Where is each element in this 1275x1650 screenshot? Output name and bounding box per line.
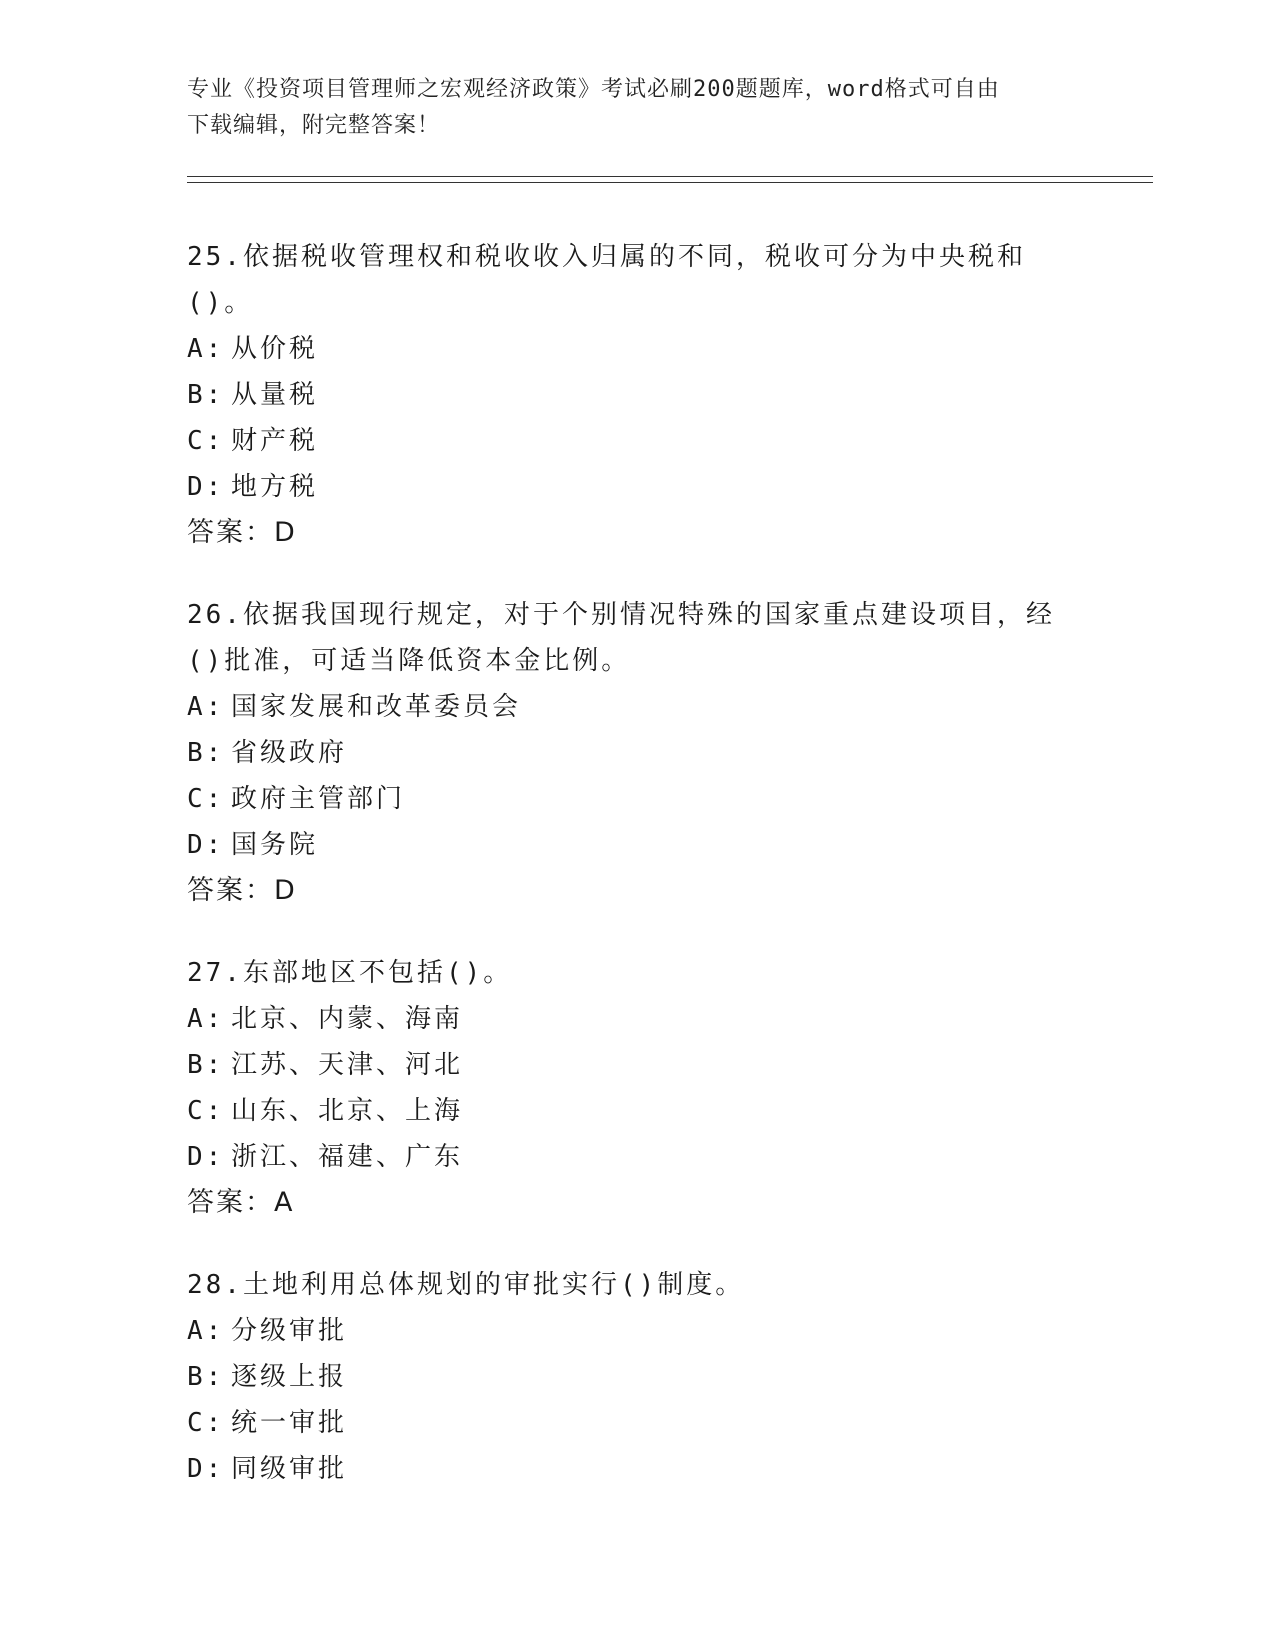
option-text: 统一审批	[231, 1408, 348, 1438]
header-line-2: 下载编辑，附完整答案！	[187, 113, 441, 138]
option-b	[187, 730, 1087, 776]
option-letter: C:	[187, 784, 225, 814]
header-divider-top	[187, 176, 1153, 177]
option-d	[187, 822, 1087, 868]
option-letter: B:	[187, 1050, 225, 1080]
option-letter: A:	[187, 1316, 225, 1346]
answer-line: 答案：D	[187, 517, 297, 548]
option-text: 国家发展和改革委员会	[231, 692, 522, 722]
question-stem: 28.土地利用总体规划的审批实行()制度。	[187, 1270, 745, 1300]
option-letter: D:	[187, 1142, 225, 1172]
question-26	[187, 592, 1087, 914]
option-a	[187, 1308, 1087, 1354]
question-stem: 27.东部地区不包括()。	[187, 958, 513, 988]
option-text: 财产税	[231, 426, 319, 456]
option-a	[187, 684, 1087, 730]
option-text: 地方税	[231, 472, 319, 502]
header-line-1: 专业《投资项目管理师之宏观经济政策》考试必刷200题题库，word格式可自由	[187, 77, 1000, 102]
option-letter: C:	[187, 1096, 225, 1126]
answer-line: 答案：A	[187, 1187, 295, 1218]
option-d	[187, 1134, 1087, 1180]
option-text: 江苏、天津、河北	[231, 1050, 464, 1080]
option-a	[187, 326, 1087, 372]
option-letter: D:	[187, 472, 225, 502]
option-b	[187, 1042, 1087, 1088]
option-text: 浙江、福建、广东	[231, 1142, 464, 1172]
option-letter: A:	[187, 692, 225, 722]
question-28	[187, 1262, 1087, 1492]
option-text: 同级审批	[231, 1454, 348, 1484]
document-header	[187, 72, 1067, 144]
option-b	[187, 372, 1087, 418]
option-text: 省级政府	[231, 738, 348, 768]
option-a	[187, 996, 1087, 1042]
option-text: 国务院	[231, 830, 319, 860]
question-27	[187, 950, 1087, 1226]
option-c	[187, 418, 1087, 464]
header-divider-bottom	[187, 182, 1153, 183]
option-c	[187, 1400, 1087, 1446]
option-letter: B:	[187, 380, 225, 410]
option-text: 从量税	[231, 380, 319, 410]
option-d	[187, 1446, 1087, 1492]
option-letter: C:	[187, 426, 225, 456]
answer-line: 答案：D	[187, 875, 297, 906]
question-stem: 25.依据税收管理权和税收收入归属的不同，税收可分为中央税和()。	[187, 242, 1026, 318]
option-letter: C:	[187, 1408, 225, 1438]
option-b	[187, 1354, 1087, 1400]
option-letter: D:	[187, 1454, 225, 1484]
option-c	[187, 1088, 1087, 1134]
option-text: 政府主管部门	[231, 784, 406, 814]
option-letter: B:	[187, 738, 225, 768]
question-stem: 26.依据我国现行规定，对于个别情况特殊的国家重点建设项目，经()批准，可适当降低资本金比例。	[187, 600, 1055, 676]
option-text: 分级审批	[231, 1316, 348, 1346]
option-letter: A:	[187, 334, 225, 364]
option-text: 从价税	[231, 334, 319, 364]
option-d	[187, 464, 1087, 510]
question-list	[187, 234, 1087, 1528]
option-c	[187, 776, 1087, 822]
option-text: 逐级上报	[231, 1362, 348, 1392]
option-letter: D:	[187, 830, 225, 860]
question-25	[187, 234, 1087, 556]
option-letter: B:	[187, 1362, 225, 1392]
option-text: 北京、内蒙、海南	[231, 1004, 464, 1034]
option-letter: A:	[187, 1004, 225, 1034]
option-text: 山东、北京、上海	[231, 1096, 464, 1126]
